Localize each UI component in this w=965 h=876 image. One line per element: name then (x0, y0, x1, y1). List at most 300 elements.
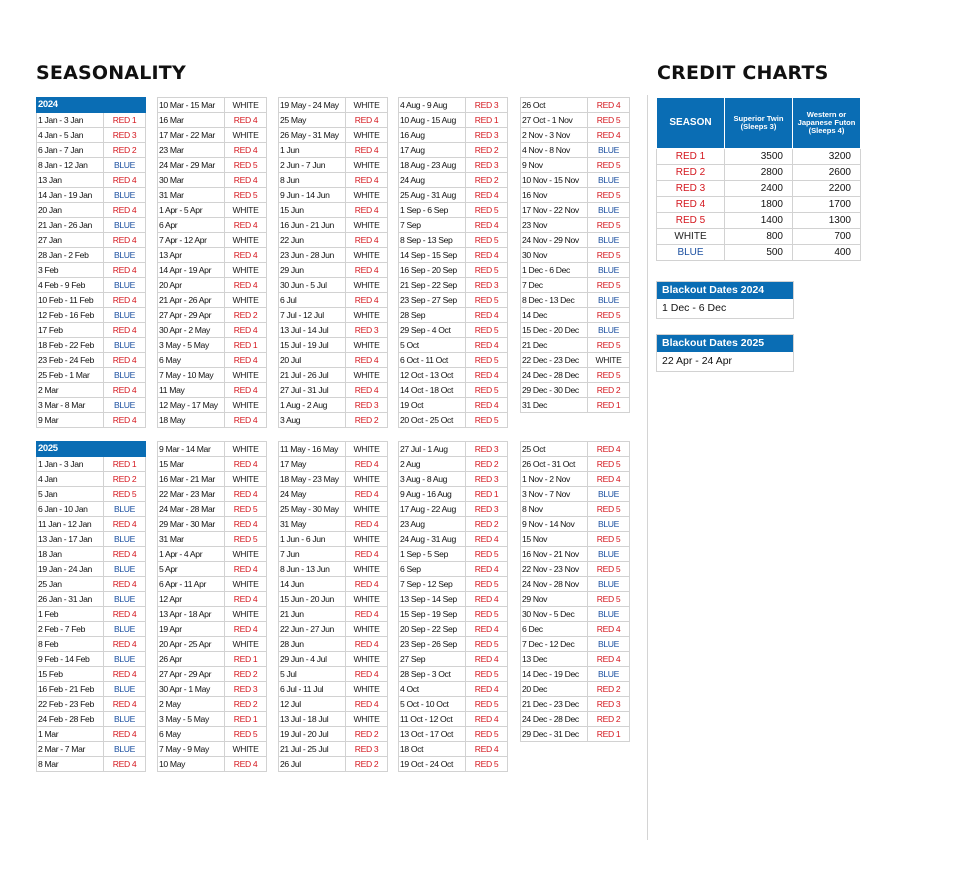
season-code: RED 4 (225, 278, 267, 293)
season-code: RED 4 (588, 622, 630, 637)
date-range: 20 Apr - 25 Apr (158, 637, 225, 652)
date-range: 16 Mar (158, 113, 225, 128)
season-code: RED 2 (466, 143, 508, 158)
season-code: WHITE (225, 472, 267, 487)
table-row (158, 592, 267, 607)
season-code: RED 5 (466, 577, 508, 592)
season-code: RED 3 (466, 442, 508, 457)
date-range: 26 Jan - 31 Jan (37, 592, 104, 607)
table-row (521, 487, 630, 502)
table-row (521, 562, 630, 577)
table-row (279, 652, 388, 667)
season-table-2024-col-3 (278, 97, 388, 428)
season-code: RED 4 (466, 562, 508, 577)
table-row (279, 577, 388, 592)
credit-superior-twin: 1800 (725, 197, 793, 213)
season-code: RED 5 (466, 203, 508, 218)
credit-superior-twin: 1400 (725, 213, 793, 229)
season-code: BLUE (588, 667, 630, 682)
table-row (521, 727, 630, 742)
table-row (399, 263, 508, 278)
table-row (158, 323, 267, 338)
season-code: RED 5 (588, 218, 630, 233)
credit-row (657, 213, 861, 229)
table-row (399, 547, 508, 562)
table-row (521, 398, 630, 413)
credit-row (657, 229, 861, 245)
season-code: RED 4 (346, 487, 388, 502)
table-row (521, 218, 630, 233)
date-range: 1 Apr - 4 Apr (158, 547, 225, 562)
date-range: 29 Mar - 30 Mar (158, 517, 225, 532)
date-range: 26 Oct - 31 Oct (521, 457, 588, 472)
table-row (521, 293, 630, 308)
date-range: 9 Mar (37, 413, 104, 428)
season-code: WHITE (225, 742, 267, 757)
date-range: 10 May (158, 757, 225, 772)
date-range: 14 Jun (279, 577, 346, 592)
date-range: 12 Feb - 16 Feb (37, 308, 104, 323)
table-row (521, 457, 630, 472)
date-range: 11 Jan - 12 Jan (37, 517, 104, 532)
table-row (158, 203, 267, 218)
season-code: RED 4 (588, 652, 630, 667)
table-row (158, 308, 267, 323)
table-row (37, 712, 146, 727)
blackout-2024-dates: 1 Dec - 6 Dec (662, 302, 727, 314)
season-code: RED 3 (346, 323, 388, 338)
date-range: 16 Aug (399, 128, 466, 143)
season-code: RED 4 (346, 547, 388, 562)
table-row (158, 293, 267, 308)
season-code: RED 4 (346, 607, 388, 622)
date-range: 13 Jan - 17 Jan (37, 532, 104, 547)
date-range: 29 Jun - 4 Jul (279, 652, 346, 667)
season-code: RED 4 (588, 128, 630, 143)
table-row (279, 173, 388, 188)
season-code: RED 5 (225, 532, 267, 547)
table-row (521, 502, 630, 517)
table-row (279, 757, 388, 772)
table-row (279, 368, 388, 383)
table-row (279, 637, 388, 652)
table-row (521, 188, 630, 203)
season-code: RED 4 (346, 113, 388, 128)
table-row (279, 188, 388, 203)
date-range: 12 Apr (158, 592, 225, 607)
season-code: RED 5 (466, 697, 508, 712)
table-row (399, 472, 508, 487)
date-range: 18 May (158, 413, 225, 428)
table-row (37, 278, 146, 293)
season-code: BLUE (104, 622, 146, 637)
season-code: RED 4 (225, 517, 267, 532)
credit-season: RED 5 (657, 213, 725, 229)
table-row (279, 323, 388, 338)
table-row (521, 158, 630, 173)
table-row (158, 263, 267, 278)
table-row (158, 338, 267, 353)
season-code: RED 4 (466, 592, 508, 607)
table-row (521, 383, 630, 398)
table-row (279, 607, 388, 622)
season-code: WHITE (346, 682, 388, 697)
date-range: 13 Jul - 18 Jul (279, 712, 346, 727)
date-range: 13 Jan (37, 173, 104, 188)
date-range: 15 Dec - 20 Dec (521, 323, 588, 338)
date-range: 16 Mar - 21 Mar (158, 472, 225, 487)
date-range: 10 Feb - 11 Feb (37, 293, 104, 308)
season-code: RED 5 (466, 353, 508, 368)
year-label: 2025 (37, 442, 104, 457)
date-range: 23 Mar (158, 143, 225, 158)
table-row (399, 712, 508, 727)
season-code: RED 2 (346, 727, 388, 742)
table-row (399, 203, 508, 218)
season-code: BLUE (588, 487, 630, 502)
date-range: 17 Mar - 22 Mar (158, 128, 225, 143)
date-range: 13 Apr (158, 248, 225, 263)
season-code: WHITE (346, 128, 388, 143)
season-table-2024-col-2 (157, 97, 267, 428)
date-range: 1 Jan - 3 Jan (37, 457, 104, 472)
date-range: 8 Feb (37, 637, 104, 652)
season-code: RED 2 (588, 682, 630, 697)
table-row (279, 502, 388, 517)
season-code: RED 5 (225, 158, 267, 173)
date-range: 11 May (158, 383, 225, 398)
date-range: 20 Apr (158, 278, 225, 293)
season-code: WHITE (346, 562, 388, 577)
season-code: RED 2 (466, 457, 508, 472)
superior-twin-header: Superior Twin (Sleeps 3) (725, 98, 793, 149)
table-row (521, 622, 630, 637)
date-range: 6 Jul (279, 293, 346, 308)
season-code: RED 4 (225, 353, 267, 368)
credit-row (657, 149, 861, 165)
season-code: WHITE (225, 607, 267, 622)
date-range: 3 Aug - 8 Aug (399, 472, 466, 487)
season-code: WHITE (346, 532, 388, 547)
table-row (158, 472, 267, 487)
table-row (37, 293, 146, 308)
credit-futon: 1700 (793, 197, 861, 213)
seasonality-title: SEASONALITY (36, 62, 186, 84)
season-code: WHITE (346, 442, 388, 457)
year-label-fill (104, 98, 146, 113)
date-range: 14 Sep - 15 Sep (399, 248, 466, 263)
table-row (158, 547, 267, 562)
date-range: 1 Jun - 6 Jun (279, 532, 346, 547)
date-range: 28 Jun (279, 637, 346, 652)
table-row (521, 338, 630, 353)
table-row (279, 532, 388, 547)
date-range: 3 Nov - 7 Nov (521, 487, 588, 502)
season-code: RED 5 (588, 502, 630, 517)
season-code: RED 4 (466, 368, 508, 383)
date-range: 26 Jul (279, 757, 346, 772)
table-row (399, 338, 508, 353)
table-row (158, 368, 267, 383)
table-row (521, 308, 630, 323)
season-code: RED 5 (588, 188, 630, 203)
season-code: RED 4 (104, 637, 146, 652)
season-code: RED 5 (588, 278, 630, 293)
credit-season: RED 3 (657, 181, 725, 197)
table-row (158, 398, 267, 413)
table-row (158, 532, 267, 547)
season-code: WHITE (346, 278, 388, 293)
date-range: 2 May (158, 697, 225, 712)
date-range: 15 Mar (158, 457, 225, 472)
season-code: BLUE (588, 323, 630, 338)
season-code: RED 3 (346, 742, 388, 757)
table-row (37, 338, 146, 353)
date-range: 17 Nov - 22 Nov (521, 203, 588, 218)
table-row (521, 203, 630, 218)
season-code: RED 3 (466, 158, 508, 173)
date-range: 19 Apr (158, 622, 225, 637)
table-row (399, 353, 508, 368)
table-row (158, 667, 267, 682)
season-code: RED 4 (346, 637, 388, 652)
date-range: 29 Dec - 30 Dec (521, 383, 588, 398)
season-code: RED 5 (466, 263, 508, 278)
date-range: 24 Mar - 28 Mar (158, 502, 225, 517)
table-row (158, 682, 267, 697)
date-range: 12 May - 17 May (158, 398, 225, 413)
table-row (399, 532, 508, 547)
date-range: 17 May (279, 457, 346, 472)
table-row (521, 263, 630, 278)
date-range: 10 Mar - 15 Mar (158, 98, 225, 113)
table-row (399, 652, 508, 667)
season-code: RED 4 (104, 353, 146, 368)
table-row (158, 113, 267, 128)
date-range: 30 Apr - 2 May (158, 323, 225, 338)
season-code: RED 5 (588, 308, 630, 323)
date-range: 4 Oct (399, 682, 466, 697)
season-code: RED 3 (466, 502, 508, 517)
season-code: RED 4 (225, 413, 267, 428)
season-code: RED 3 (104, 128, 146, 143)
table-row (399, 368, 508, 383)
table-row (399, 158, 508, 173)
credit-season: RED 4 (657, 197, 725, 213)
table-row (521, 128, 630, 143)
date-range: 3 Feb (37, 263, 104, 278)
table-row (158, 697, 267, 712)
season-code: RED 1 (588, 398, 630, 413)
date-range: 19 Oct - 24 Oct (399, 757, 466, 772)
season-code: WHITE (225, 98, 267, 113)
table-row (521, 697, 630, 712)
date-range: 28 Sep - 3 Oct (399, 667, 466, 682)
season-code: RED 4 (346, 293, 388, 308)
date-range: 4 Jan - 5 Jan (37, 128, 104, 143)
season-code: RED 4 (346, 517, 388, 532)
season-code: RED 4 (225, 622, 267, 637)
credit-futon: 400 (793, 245, 861, 261)
table-row (37, 323, 146, 338)
table-row (158, 517, 267, 532)
table-row (399, 398, 508, 413)
table-row (399, 113, 508, 128)
date-range: 15 Jul - 19 Jul (279, 338, 346, 353)
table-row (521, 368, 630, 383)
date-range: 8 Mar (37, 757, 104, 772)
season-code: RED 4 (346, 233, 388, 248)
blackout-2025-dates: 22 Apr - 24 Apr (662, 355, 733, 367)
season-code: BLUE (588, 233, 630, 248)
date-range: 22 Feb - 23 Feb (37, 697, 104, 712)
date-range: 15 Sep - 19 Sep (399, 607, 466, 622)
date-range: 8 Dec - 13 Dec (521, 293, 588, 308)
table-row (399, 308, 508, 323)
season-code: WHITE (346, 308, 388, 323)
date-range: 19 Jan - 24 Jan (37, 562, 104, 577)
season-code: RED 4 (466, 532, 508, 547)
table-row (37, 383, 146, 398)
date-range: 7 Jun (279, 547, 346, 562)
table-row (521, 113, 630, 128)
table-row (279, 592, 388, 607)
table-row (521, 607, 630, 622)
season-code: RED 5 (466, 413, 508, 428)
season-code: RED 4 (225, 457, 267, 472)
date-range: 13 Sep - 14 Sep (399, 592, 466, 607)
date-range: 31 Mar (158, 188, 225, 203)
table-row (399, 667, 508, 682)
table-row (37, 158, 146, 173)
season-code: RED 4 (104, 383, 146, 398)
season-code: BLUE (104, 188, 146, 203)
season-code: RED 4 (466, 712, 508, 727)
credit-futon: 700 (793, 229, 861, 245)
table-row (399, 128, 508, 143)
season-code: RED 4 (104, 517, 146, 532)
season-code: RED 4 (104, 607, 146, 622)
date-range: 2 Jun - 7 Jun (279, 158, 346, 173)
date-range: 16 Feb - 21 Feb (37, 682, 104, 697)
table-row (279, 667, 388, 682)
season-code: RED 4 (104, 413, 146, 428)
table-row (158, 757, 267, 772)
date-range: 14 Jan - 19 Jan (37, 188, 104, 203)
date-range: 26 Oct (521, 98, 588, 113)
season-code: RED 2 (225, 308, 267, 323)
table-row (399, 487, 508, 502)
table-row (158, 727, 267, 742)
date-range: 24 Nov - 29 Nov (521, 233, 588, 248)
table-row (399, 293, 508, 308)
season-code: BLUE (588, 293, 630, 308)
date-range: 5 Oct - 10 Oct (399, 697, 466, 712)
season-code: RED 2 (466, 517, 508, 532)
credit-row (657, 181, 861, 197)
blackout-2024 (656, 281, 794, 319)
table-row (279, 353, 388, 368)
table-row (399, 278, 508, 293)
date-range: 23 Aug (399, 517, 466, 532)
table-row (37, 113, 146, 128)
table-row (279, 487, 388, 502)
season-code: BLUE (104, 592, 146, 607)
table-row (158, 562, 267, 577)
table-row (37, 622, 146, 637)
date-range: 13 Oct - 17 Oct (399, 727, 466, 742)
date-range: 7 Sep (399, 218, 466, 233)
season-code: WHITE (346, 712, 388, 727)
date-range: 6 Jul - 11 Jul (279, 682, 346, 697)
date-range: 10 Aug - 15 Aug (399, 113, 466, 128)
date-range: 25 May - 30 May (279, 502, 346, 517)
date-range: 28 Jan - 2 Feb (37, 248, 104, 263)
table-row (158, 487, 267, 502)
table-row (279, 113, 388, 128)
season-code: WHITE (346, 158, 388, 173)
season-code: RED 4 (225, 173, 267, 188)
table-row (37, 742, 146, 757)
table-row (279, 682, 388, 697)
table-row (158, 652, 267, 667)
season-code: RED 4 (346, 143, 388, 158)
table-row (399, 248, 508, 263)
table-row (37, 667, 146, 682)
date-range: 30 Nov (521, 248, 588, 263)
table-row (399, 383, 508, 398)
season-code: RED 4 (104, 323, 146, 338)
blackout-2025-title: Blackout Dates 2025 (657, 335, 793, 352)
date-range: 5 Apr (158, 562, 225, 577)
date-range: 31 Mar (158, 532, 225, 547)
season-code: RED 1 (466, 113, 508, 128)
date-range: 18 Feb - 22 Feb (37, 338, 104, 353)
season-code: BLUE (104, 682, 146, 697)
date-range: 6 Dec (521, 622, 588, 637)
table-row (399, 218, 508, 233)
date-range: 1 Nov - 2 Nov (521, 472, 588, 487)
date-range: 7 Dec - 12 Dec (521, 637, 588, 652)
season-code: RED 4 (104, 173, 146, 188)
credit-futon: 3200 (793, 149, 861, 165)
date-range: 9 Nov - 14 Nov (521, 517, 588, 532)
season-code: RED 2 (588, 383, 630, 398)
season-code: RED 4 (466, 398, 508, 413)
table-row (37, 413, 146, 428)
date-range: 23 Jun - 28 Jun (279, 248, 346, 263)
date-range: 2 Aug (399, 457, 466, 472)
table-row (521, 143, 630, 158)
table-row (37, 637, 146, 652)
date-range: 24 Nov - 28 Nov (521, 577, 588, 592)
date-range: 7 May - 10 May (158, 368, 225, 383)
credit-season: WHITE (657, 229, 725, 245)
table-row (279, 203, 388, 218)
table-row (279, 338, 388, 353)
date-range: 20 Sep - 22 Sep (399, 622, 466, 637)
season-code: RED 5 (466, 637, 508, 652)
season-code: RED 4 (104, 203, 146, 218)
table-row (158, 173, 267, 188)
date-range: 11 Oct - 12 Oct (399, 712, 466, 727)
date-range: 16 Jun - 21 Jun (279, 218, 346, 233)
date-range: 16 Sep - 20 Sep (399, 263, 466, 278)
season-code: BLUE (104, 562, 146, 577)
table-row (37, 472, 146, 487)
table-row (399, 757, 508, 772)
credit-season: BLUE (657, 245, 725, 261)
